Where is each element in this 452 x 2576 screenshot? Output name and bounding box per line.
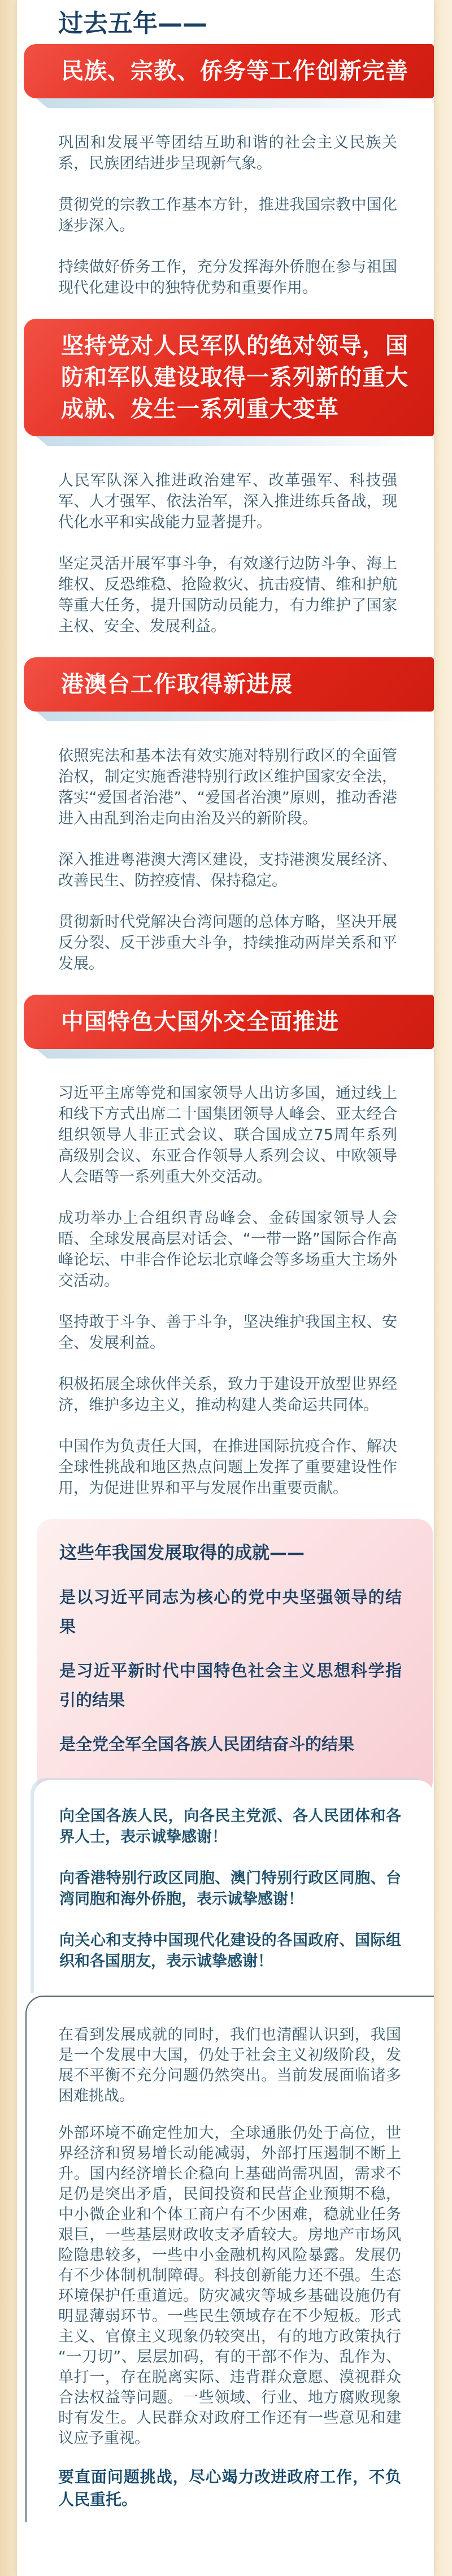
paragraph: 习近平主席等党和国家领导人出访多国，通过线上和线下方式出席二十国集团领导人峰会、亚太经合组织领导人非正式会议、联合国成立75周年系列高级别会议、东亚合作领导人系列会议、中欧领导人会晤等一系列重大外交活动。 [58,1085,397,1186]
paragraph: 坚定灵活开展军事斗争，有效遂行边防斗争、海上维权、反恐维稳、抢险救灾、抗击疫情、维和护航等重大任务，提升国防动员能力，有力维护了国家主权、安全、发展利益。 [58,555,397,635]
achievements-title: 这些年我国发展取得的成就—— [59,1543,305,1563]
paragraph: 外部环境不确定性加大，全球通胀仍处于高位，世界经济和贸易增长动能减弱，外部打压遏制不断上升。国内经济增长企稳向上基础尚需巩固，需求不足仍是突出矛盾，民间投资和民营企业预期不稳，中小微企业和个体工商户有不少困难，稳就业任务艰巨，一些基层财政收支矛盾较大。房地产市场风险隐患较多，一些中小金融机构风险暴露。发展仍有不少体制机制障碍。科技创新能力还不强。生态环境保护任重道远。防灾减灾等城乡基础设施仍有明显薄弱环节。一些民生领域存在不少短板。形式主义、官僚主义现象仍较突出，有的地方政策执行“一刀切”、层层加码，有的干部不作为、乱作为、单打一，存在脱离实际、违背群众意愿、漠视群众合法权益等问题。一些领域、行业、地方腐败现象时有发生。人民群众对政府工作还有一些意见和建议应予重视。 [58,2124,401,2447]
thanks-paragraph: 向香港特别行政区同胞、澳门特别行政区同胞、台湾同胞和海外侨胞，表示诚挚感谢！ [59,1870,401,1908]
paragraph: 人民军队深入推进政治建军、改革强军、科技强军、人才强军、依法治军，深入推进练兵备战，现代化水平和实战能力显著提升。 [58,472,397,531]
paragraph: 依照宪法和基本法有效实施对特别行政区的全面管治权，制定实施香港特别行政区维护国家安全法，落实“爱国者治港”、“爱国者治澳”原则，推动香港进入由乱到治走向由治及兴的新阶段。 [58,747,397,827]
section-banner-diplomacy: 中国特色大国外交全面推进 [24,995,434,1049]
paragraph: 中国作为负责任大国，在推进国际抗疫合作、解决全球性挑战和地区热点问题上发挥了重要建设性作用，为促进世界和平与发展作出重要贡献。 [58,1438,397,1497]
main-content-card [17,0,434,2576]
paragraph: 深入推进粤港澳大湾区建设，支持港澳发展经济、改善民生、防控疫情、保持稳定。 [58,851,397,890]
paragraph: 贯彻新时代党解决台湾问题的总体方略，坚决开展反分裂、反干涉重大斗争，持续推动两岸关系和平发展。 [58,913,397,973]
paragraph: 积极拓展全球伙伴关系，致力于建设开放型世界经济，维护多边主义，推动构建人类命运共同体。 [58,1376,397,1414]
achievement-item: 是习近平新时代中国特色社会主义思想科学指引的结果 [59,1661,402,1710]
thanks-paragraph: 向关心和支持中国现代化建设的各国政府、国际组织和各国朋友，表示诚挚感谢！ [59,1932,401,1970]
section-banner-military: 坚持党对人民军队的绝对领导，国防和军队建设取得一系列新的重大成就、发生一系列重大变革 [24,319,434,436]
achievement-item: 是全党全军全国各族人民团结奋斗的结果 [59,1734,355,1754]
achievement-item: 是以习近平同志为核心的党中央坚强领导的结果 [59,1588,402,1636]
emphasis-paragraph: 要直面问题挑战，尽心竭力改进政府工作，不负人民重托。 [58,2467,401,2509]
achievements-card [37,1519,433,1796]
paragraph: 贯彻党的宗教工作基本方针，推进我国宗教中国化逐步深入。 [58,196,397,235]
paragraph: 巩固和发展平等团结互助和谐的社会主义民族关系，民族团结进步呈现新气象。 [58,134,397,172]
challenges-card [25,1996,434,2522]
paragraph: 在看到发展成就的同时，我们也清醒认识到，我国是一个发展中大国，仍处于社会主义初级阶段，发展不平衡不充分问题仍然突出。当前发展面临诸多困难挑战。 [58,2026,401,2105]
thanks-card [34,1780,434,1996]
paragraph: 持续做好侨务工作，充分发挥海外侨胞在参与祖国现代化建设中的独特优势和重要作用。 [58,258,397,297]
paragraph: 坚持敢于斗争、善于斗争，坚决维护我国主权、安全、发展利益。 [58,1313,397,1352]
section-banner-ethnic-religious-overseas: 民族、宗教、侨务等工作创新完善 [24,44,434,98]
page-title: 过去五年—— [58,9,207,38]
thanks-paragraph: 向全国各族人民，向各民主党派、各人民团体和各界人士，表示诚挚感谢！ [59,1807,401,1846]
paragraph: 成功举办上合组织青岛峰会、金砖国家领导人会晤、全球发展高层对话会、“一带一路”国际合作高峰论坛、中非合作论坛北京峰会等多场重大主场外交活动。 [58,1209,397,1290]
section-banner-hk-macao-taiwan: 港澳台工作取得新进展 [24,657,434,712]
